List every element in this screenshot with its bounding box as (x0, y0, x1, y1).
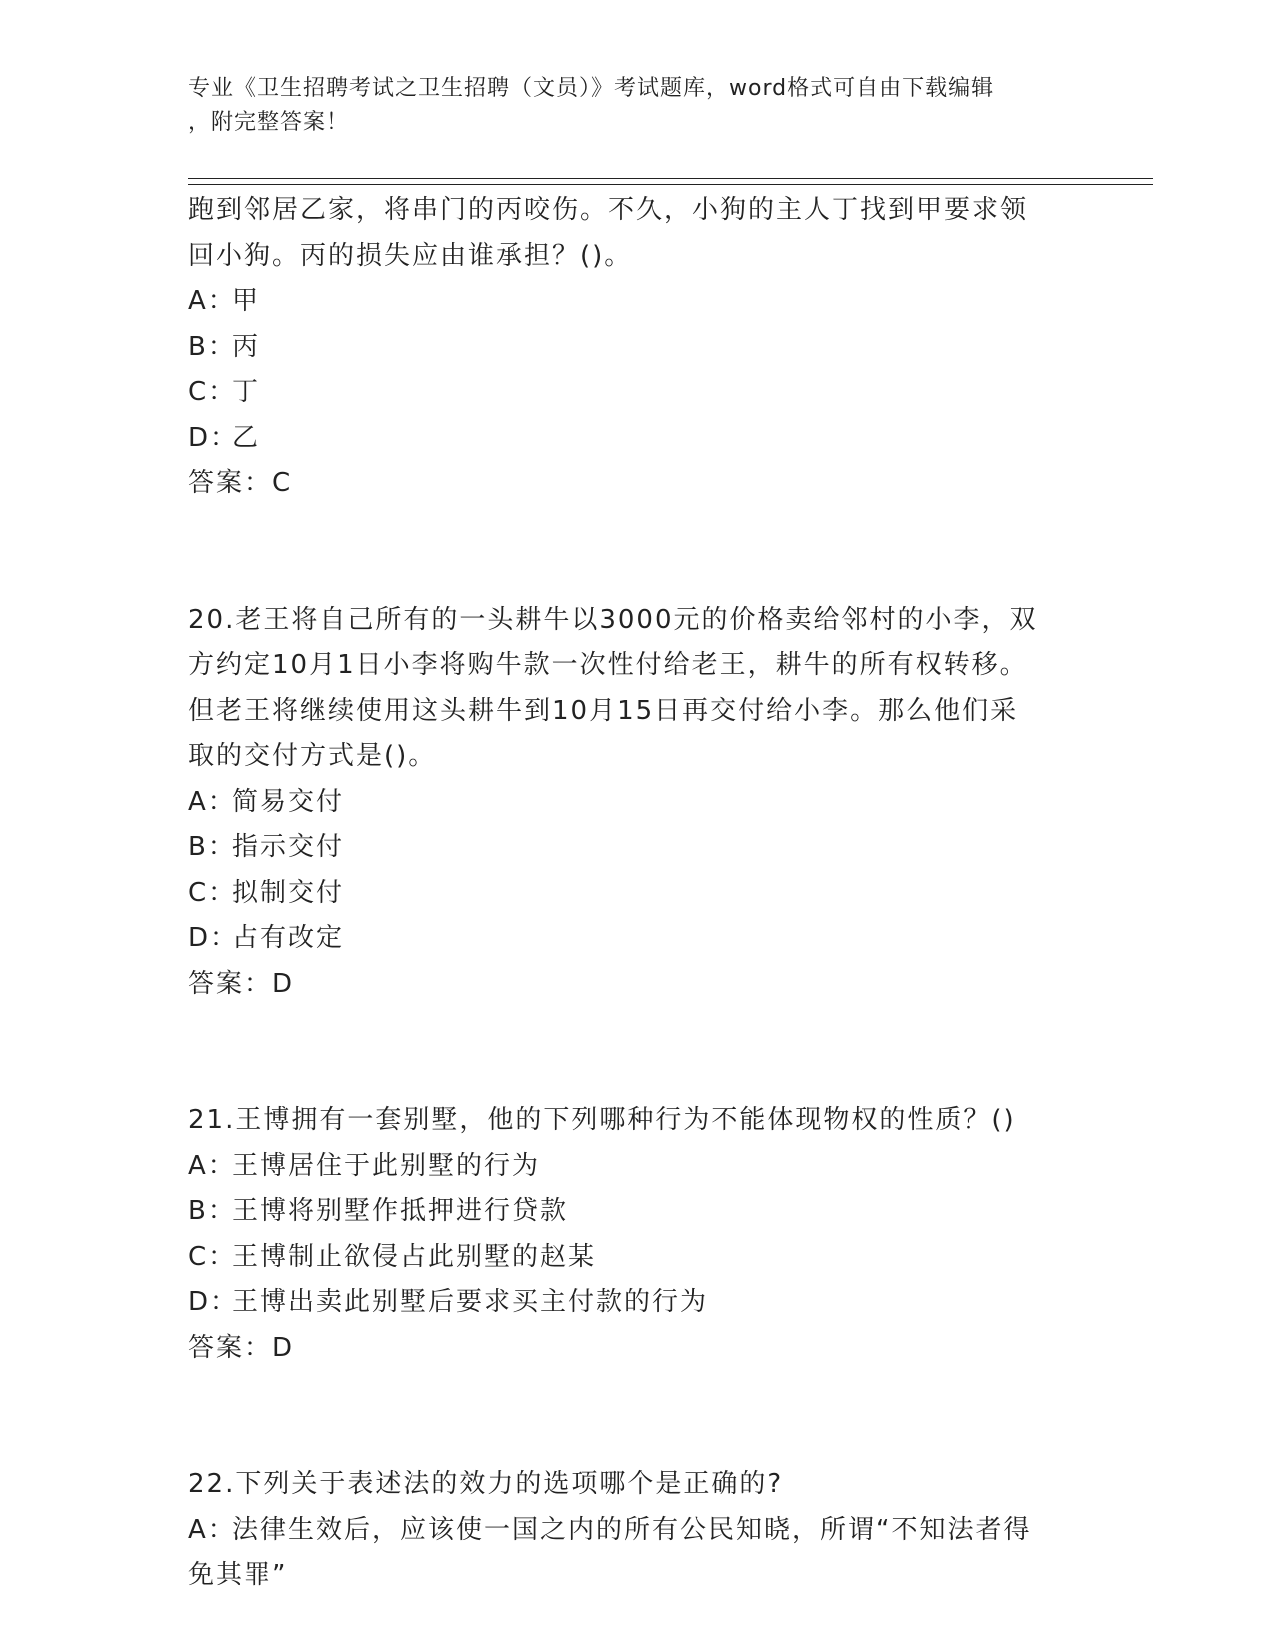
option-key: D： (188, 1287, 239, 1317)
option-text: 王博制止欲侵占此别墅的赵某 (232, 1241, 597, 1272)
answer-line: 答案：D (188, 1332, 295, 1363)
option-key: D： (188, 422, 239, 453)
question-text-line: 20.老王将自己所有的一头耕牛以3000元的价格卖给邻村的小李，双 (188, 604, 1038, 635)
option-text: 丙 (232, 331, 261, 362)
question-block (188, 188, 1088, 507)
option-text: 拟制交付 (232, 877, 345, 908)
question-text-line: 回小狗。丙的损失应由谁承担？()。 (188, 240, 633, 271)
document-header (188, 72, 1078, 140)
option-a (188, 279, 1088, 325)
question-text-line: 21.王博拥有一套别墅，他的下列哪种行为不能体现物权的性质？() (188, 1105, 1016, 1135)
option-b (188, 325, 1088, 371)
option-text: 甲 (232, 286, 261, 316)
answer-line: 答案：C (188, 468, 293, 498)
option-key: B： (188, 832, 236, 862)
option-a (188, 1144, 1088, 1190)
question-block (188, 1098, 1088, 1371)
option-key: C： (188, 377, 237, 407)
question-content (188, 188, 1088, 1599)
option-text: 简易交付 (232, 786, 345, 817)
option-text: 指示交付 (232, 832, 345, 862)
option-b (188, 1189, 1088, 1235)
question-text-line: 方约定10月1日小李将购牛款一次性付给老王，耕牛的所有权转移。 (188, 650, 1028, 680)
option-key: C： (188, 877, 237, 908)
option-key: A： (188, 1150, 236, 1181)
question-block (188, 598, 1088, 1008)
option-a (188, 780, 1088, 826)
option-key: D： (188, 923, 239, 953)
option-text: 王博出卖此别墅后要求买主付款的行为 (232, 1287, 709, 1317)
option-text: 乙 (232, 422, 261, 453)
option-d (188, 416, 1088, 462)
question-text-line: 取的交付方式是()。 (188, 741, 437, 771)
option-a (188, 1508, 1088, 1554)
header-line-2: ，附完整答案！ (188, 110, 350, 135)
option-b (188, 825, 1088, 871)
option-key: A： (188, 286, 236, 316)
question-block (188, 1462, 1088, 1599)
option-c (188, 871, 1088, 917)
option-text: 法律生效后，应该使一国之内的所有公民知晓，所谓“不知法者得 (232, 1514, 1032, 1545)
option-continuation: 免其罪” (188, 1560, 288, 1590)
answer-line: 答案：D (188, 968, 295, 999)
option-text: 王博居住于此别墅的行为 (232, 1150, 541, 1181)
option-d (188, 916, 1088, 962)
question-text-line: 但老王将继续使用这头耕牛到10月15日再交付给小李。那么他们采 (188, 695, 1019, 726)
header-rule-top (188, 178, 1153, 179)
option-key: A： (188, 786, 236, 817)
option-d (188, 1280, 1088, 1326)
option-c (188, 370, 1088, 416)
option-key: A： (188, 1514, 236, 1545)
option-text: 占有改定 (232, 923, 345, 953)
option-key: B： (188, 1196, 236, 1226)
option-text: 丁 (232, 377, 261, 407)
option-text: 王博将别墅作抵押进行贷款 (232, 1196, 569, 1226)
question-text-line: 跑到邻居乙家，将串门的丙咬伤。不久，小狗的主人丁找到甲要求领 (188, 195, 1029, 225)
header-line-1: 专业《卫生招聘考试之卫生招聘（文员）》考试题库，word格式可自由下载编辑 (188, 76, 995, 101)
option-c (188, 1235, 1088, 1281)
header-rule-bottom (188, 184, 1153, 185)
option-key: B： (188, 331, 236, 362)
option-key: C： (188, 1241, 237, 1272)
question-text-line: 22.下列关于表述法的效力的选项哪个是正确的? (188, 1469, 784, 1499)
